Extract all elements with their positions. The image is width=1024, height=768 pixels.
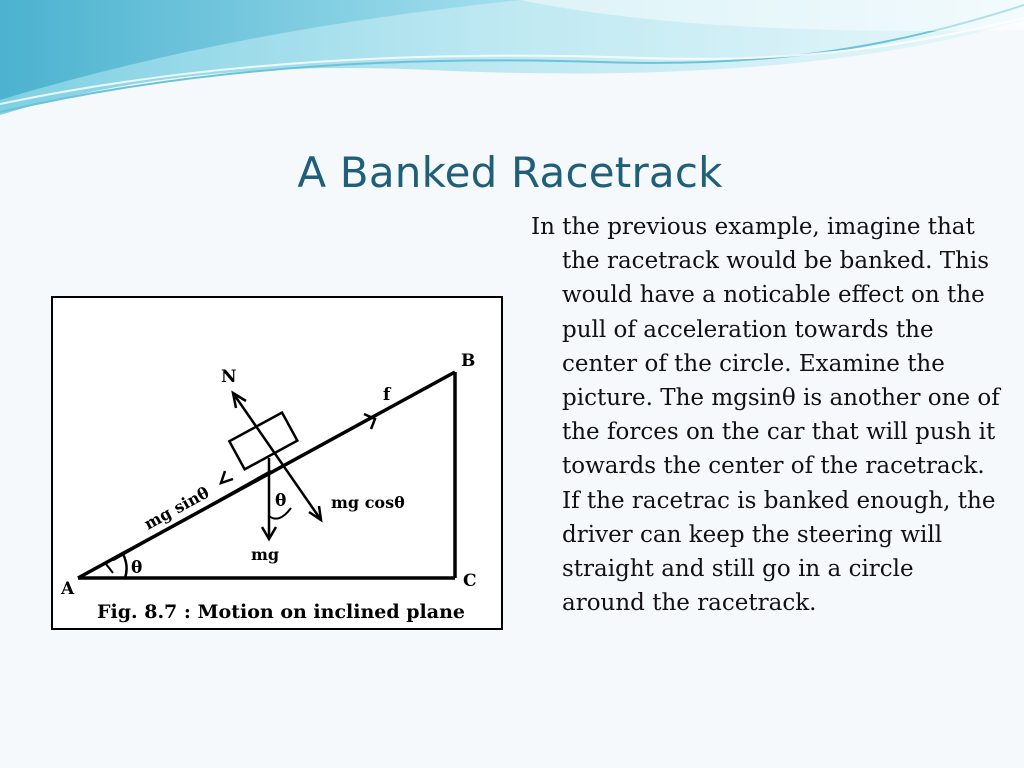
decorative-wave-header [0,0,1024,130]
block [229,413,297,470]
label-theta-base: θ [131,558,143,578]
parallel-force-arrow [113,471,271,560]
label-a: A [61,579,75,599]
base-angle-arc [123,554,127,578]
label-gravity: mg [251,545,280,564]
label-perpendicular: mg cosθ [331,493,405,512]
parallel-arrowhead [221,471,233,483]
figure-caption: Fig. 8.7 : Motion on inclined plane [97,601,465,623]
inclined-plane-diagram [53,298,505,632]
slide-body-text: In the previous example, imagine that the racetrack would be banked. This would have a noticable effect on the pull of acceleration towards the center of the circle. Examine the picture. The mgsinθ is another one of the forces on the car that will push it towards the center of the racetrack. If the racetrac is banked enough, the driver can keep the steering will straight and still go in a circle around the racetrack. [531,214,1000,617]
slide-title: A Banked Racetrack [297,148,723,197]
label-c: C [463,571,477,591]
label-friction: f [383,385,391,405]
label-normal: N [221,367,237,387]
label-b: B [461,351,476,371]
label-theta-inner: θ [275,491,287,511]
inclined-plane-figure [51,296,503,630]
label-parallel: mg sinθ [140,482,213,534]
